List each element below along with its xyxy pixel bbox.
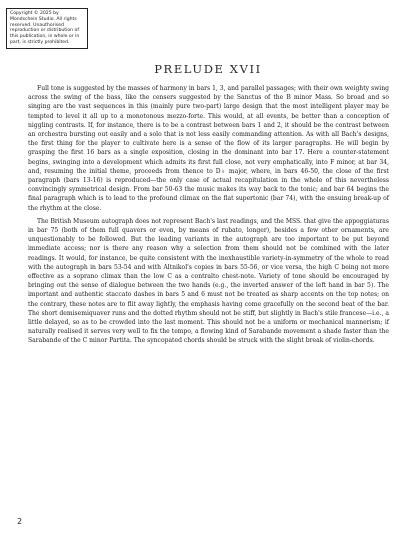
- paragraph-1: Full tone is suggested by the masses of harmony in bars 1, 3, and parallel passages; with their own weighty swing across the swing of the bass, like the censers suggested by the Sanctus of the B minor Mass. So broad and so singing are the vast sequences in this (mainly pure two-part) large design that the most intelligent player may be tempted to level it all up to a monotonous mezzo-forte. This would, at all events, be better than a conception of niggling contrasts. If, for instance, there is to be a contrast between bars 1 and 2, it should be the contrast between an orchestra bursting out easily and a solo that is not less easily commanding attention. As with all Bach's designs, the first thing for the player to cultivate here is a sense of the flow of its larger paragraphs. He will begin by grasping the first 16 bars as a single exposition, closing in the dominant into bar 17. Here a counter-statement begins, swinging into a development which admits its first full close, not very emphatically, into F minor, at bar 34, and, resuming the initial theme, proceeds from thence to D♭ major, where, in bars 46-50, the close of the first paragraph (bars 13-16) is reproduced—the only case of actual recapitulation in the whole of this nevertheless convincingly symmetrical design. From bar 50-63 the music makes its way back to the tonic; and bar 64 begins the final paragraph which is to lead to the profound climax on the flat supertonic (bar 74), with the ensuing break-up of the rhythm at the close.: [28, 85, 389, 212]
- body-text: [28, 84, 389, 346]
- paragraph-2: The British Museum autograph does not represent Bach's last readings, and the MSS. that give the appoggiaturas in bar 75 (both of them full quavers or even, by means of rubato, longer), besides a few other ornaments, are unquestionably to be followed. But the leading variants in the autograph are too important to be put beyond immediate access; nor is there any reason why a selection from them should not be combined with the later readings. It would, for instance, be quite consistent with the inexhaustible variety-in-symmetry of the whole to read with the autograph in bars 53-54 and with Altnikol's copies in bars 55-56, or vice versa, the high C being not more effective as a soprano climax than the low C as a contralto chest-note. Variety of tone should be encouraged by bringing out the sense of dialogue between the two hands (e.g., the inverted answer of the left hand in bar 5). The important and authentic staccato dashes in bars 5 and 6 must not be treated as sharp accents on the top notes; on the contrary, these notes are to flit away lightly, the emphasis having come gracefully on the second beat of the bar. The short demisemiquaver runs and the dotted rhythm should not be stiff, but slightly in Bach's stile francese—i.e., a little delayed, so as to be crowded into the last moment. This should not be a uniform or mechanical mannerism; if naturally realised it serves very well to fix the tempo, a flowing kind of Sarabande movement a shade faster than the Sarabande of the C minor Partita. The syncopated chords should be struck with the slight break of violin-chords.: [28, 217, 389, 345]
- page-title: PRELUDE XVII: [154, 62, 262, 76]
- copyright-notice: Copyright © 2025 by Mondschein Studio. All rights reserved. Unauthorised reproduction or distribution of this publication, in whole or in part, is strictly prohibited.: [6, 8, 88, 49]
- page-number: 2: [17, 517, 23, 526]
